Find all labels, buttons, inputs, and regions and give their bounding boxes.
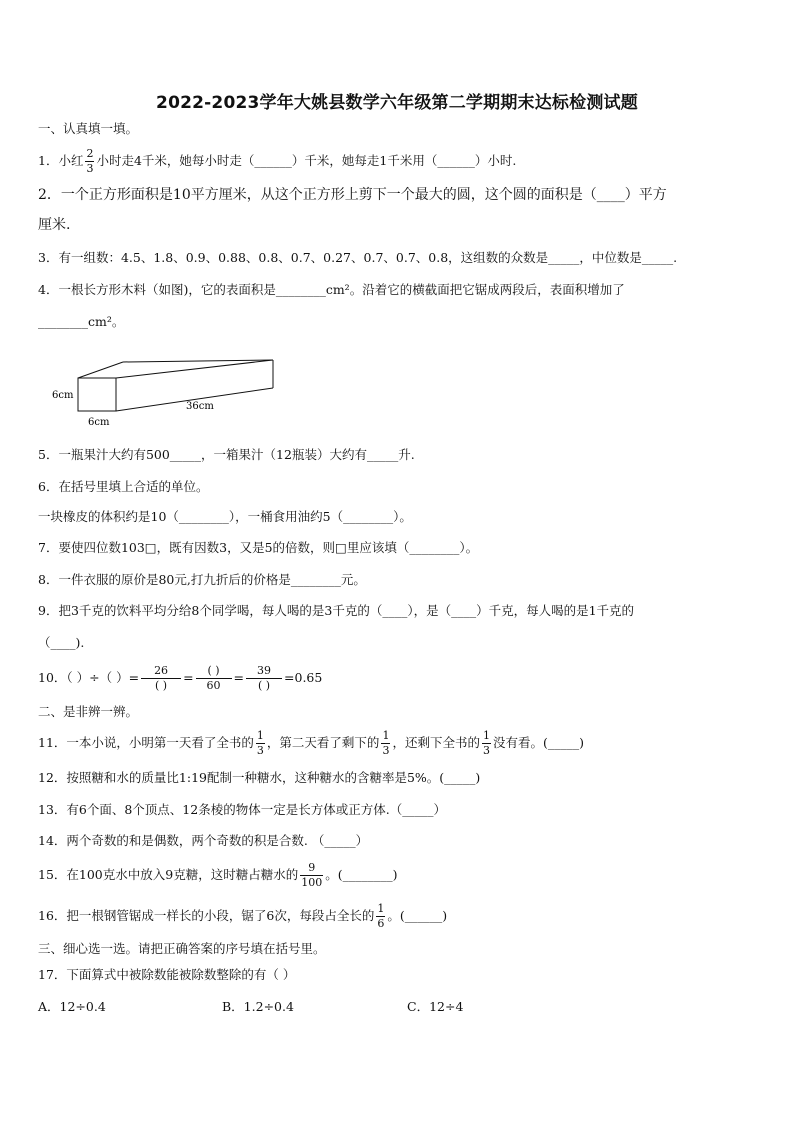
q11-text-c: ，还剩下全书的: [392, 735, 480, 750]
q11-fraction-2: [381, 730, 390, 757]
question-2-line-2: 厘米.: [38, 217, 71, 233]
page-title: 2022-2023学年大姚县数学六年级第二学期期末达标检测试题: [156, 93, 638, 113]
q10-eq-2: =: [233, 670, 245, 685]
question-17-stem: 17．下面算式中被除数能被除数整除的有（ ）: [38, 967, 296, 982]
q15-fraction-num: 9: [308, 861, 316, 874]
figure-width-label: 6cm: [88, 417, 110, 428]
q10-fraction-3: [246, 665, 282, 692]
q10-fraction-2-den: 60: [206, 679, 221, 692]
q10-fraction-1: [141, 665, 181, 692]
question-12: 12．按照糖和水的质量比1:19配制一种糖水，这种糖水的含糖率是5%。(_____): [38, 770, 481, 785]
q16-text-b: 。(______): [387, 908, 448, 923]
q11-text-a: 11．一本小说，小明第一天看了全书的: [38, 735, 254, 750]
question-17-option-a: A．12÷0.4: [38, 999, 106, 1014]
question-4-line-2: ________cm²。: [38, 314, 125, 329]
question-5: 5．一瓶果汁大约有500_____，一箱果汁（12瓶装）大约有_____升.: [38, 447, 415, 462]
q11-fraction-3: [482, 730, 491, 757]
question-7: 7．要使四位数103□，既有因数3，又是5的倍数，则□里应该填（________）。: [38, 540, 479, 555]
question-15: [38, 862, 397, 889]
q16-text-a: 16．把一根钢管锯成一样长的小段，锯了6次，每段占全长的: [38, 908, 375, 923]
q15-text-a: 15．在100克水中放入9克糖，这时糖占糖水的: [38, 867, 299, 882]
question-2-line-1: 2．一个正方形面积是10平方厘米，从这个正方形上剪下一个最大的圆，这个圆的面积是（____）平方: [38, 187, 667, 203]
q11-fraction-1-num: 1: [256, 729, 264, 742]
q1-fraction: [85, 148, 94, 175]
q10-text-b: =0.65: [284, 670, 323, 685]
question-6-line-2: 一块橡皮的体积约是10（________），一桶食用油约5（________）。: [38, 509, 412, 524]
question-13: 13．有6个面、8个顶点、12条棱的物体一定是长方体或正方体.（_____）: [38, 802, 446, 817]
q15-fraction-den: 100: [301, 876, 323, 889]
q10-fraction-2-num: ( ): [207, 664, 220, 677]
question-4-line-1: 4．一根长方形木料（如图)，它的表面积是________cm²。沿着它的横截面把它锯成两段后，表面积增加了: [38, 282, 625, 297]
question-10: [38, 665, 322, 692]
q1-text-a: 1．小红: [38, 153, 84, 168]
question-8: 8．一件衣服的原价是80元,打九折后的价格是________元。: [38, 572, 366, 587]
q11-fraction-2-num: 1: [382, 729, 390, 742]
q11-text-d: 没有看。(_____): [492, 735, 584, 750]
q10-fraction-1-den: ( ): [155, 679, 168, 692]
q11-fraction-1-den: 3: [256, 744, 264, 757]
q10-eq-1: =: [183, 670, 194, 685]
question-1: [38, 148, 516, 175]
q11-fraction-2-den: 3: [382, 744, 390, 757]
q10-fraction-3-num: 39: [257, 664, 272, 677]
q1-text-b: 小时走4千米，她每小时走（______）千米，她每走1千米用（______）小时.: [96, 153, 517, 168]
question-9-line-2: （____).: [38, 635, 85, 650]
figure-height-label: 6cm: [52, 390, 74, 401]
q10-text-a: 10．（ ）÷（ ）=: [38, 670, 140, 685]
section-1-heading: 一、认真填一填。: [38, 121, 139, 136]
q10-fraction-3-den: ( ): [257, 679, 271, 692]
q10-fraction-1-num: 26: [154, 664, 169, 677]
question-3: 3．有一组数：4.5、1.8、0.9、0.88、0.8、0.7、0.27、0.7、0.7、0.8，这组数的众数是_____，中位数是_____.: [38, 250, 678, 265]
figure-length-label: 36cm: [186, 401, 214, 412]
q11-fraction-3-num: 1: [482, 729, 490, 742]
section-2-heading: 二、是非辨一辨。: [38, 704, 139, 719]
q11-fraction-3-den: 3: [482, 744, 490, 757]
question-17-option-b: B．1.2÷0.4: [222, 999, 294, 1014]
q1-fraction-den: 3: [86, 162, 94, 175]
question-17-option-c: C．12÷4: [407, 999, 464, 1014]
q15-text-b: 。(________): [325, 867, 398, 882]
q1-fraction-num: 2: [86, 147, 94, 160]
question-6-line-1: 6．在括号里填上合适的单位。: [38, 479, 209, 494]
question-16: [38, 903, 447, 930]
q16-fraction-den: 6: [377, 917, 385, 930]
q15-fraction: [300, 862, 323, 889]
q10-fraction-2: [196, 665, 232, 692]
q11-text-b: ，第二天看了剩下的: [266, 735, 380, 750]
q16-fraction-num: 1: [377, 902, 385, 915]
q16-fraction: [376, 903, 385, 930]
question-14: 14．两个奇数的和是偶数，两个奇数的积是合数. （_____）: [38, 833, 369, 848]
question-11: [38, 730, 584, 757]
question-9-line-1: 9．把3千克的饮料平均分给8个同学喝，每人喝的是3千克的（____），是（____）千克，每人喝的是1千克的: [38, 603, 635, 618]
rectangular-beam-figure: [48, 350, 308, 430]
section-3-heading: 三、细心选一选。请把正确答案的序号填在括号里。: [38, 941, 326, 956]
q11-fraction-1: [256, 730, 265, 757]
